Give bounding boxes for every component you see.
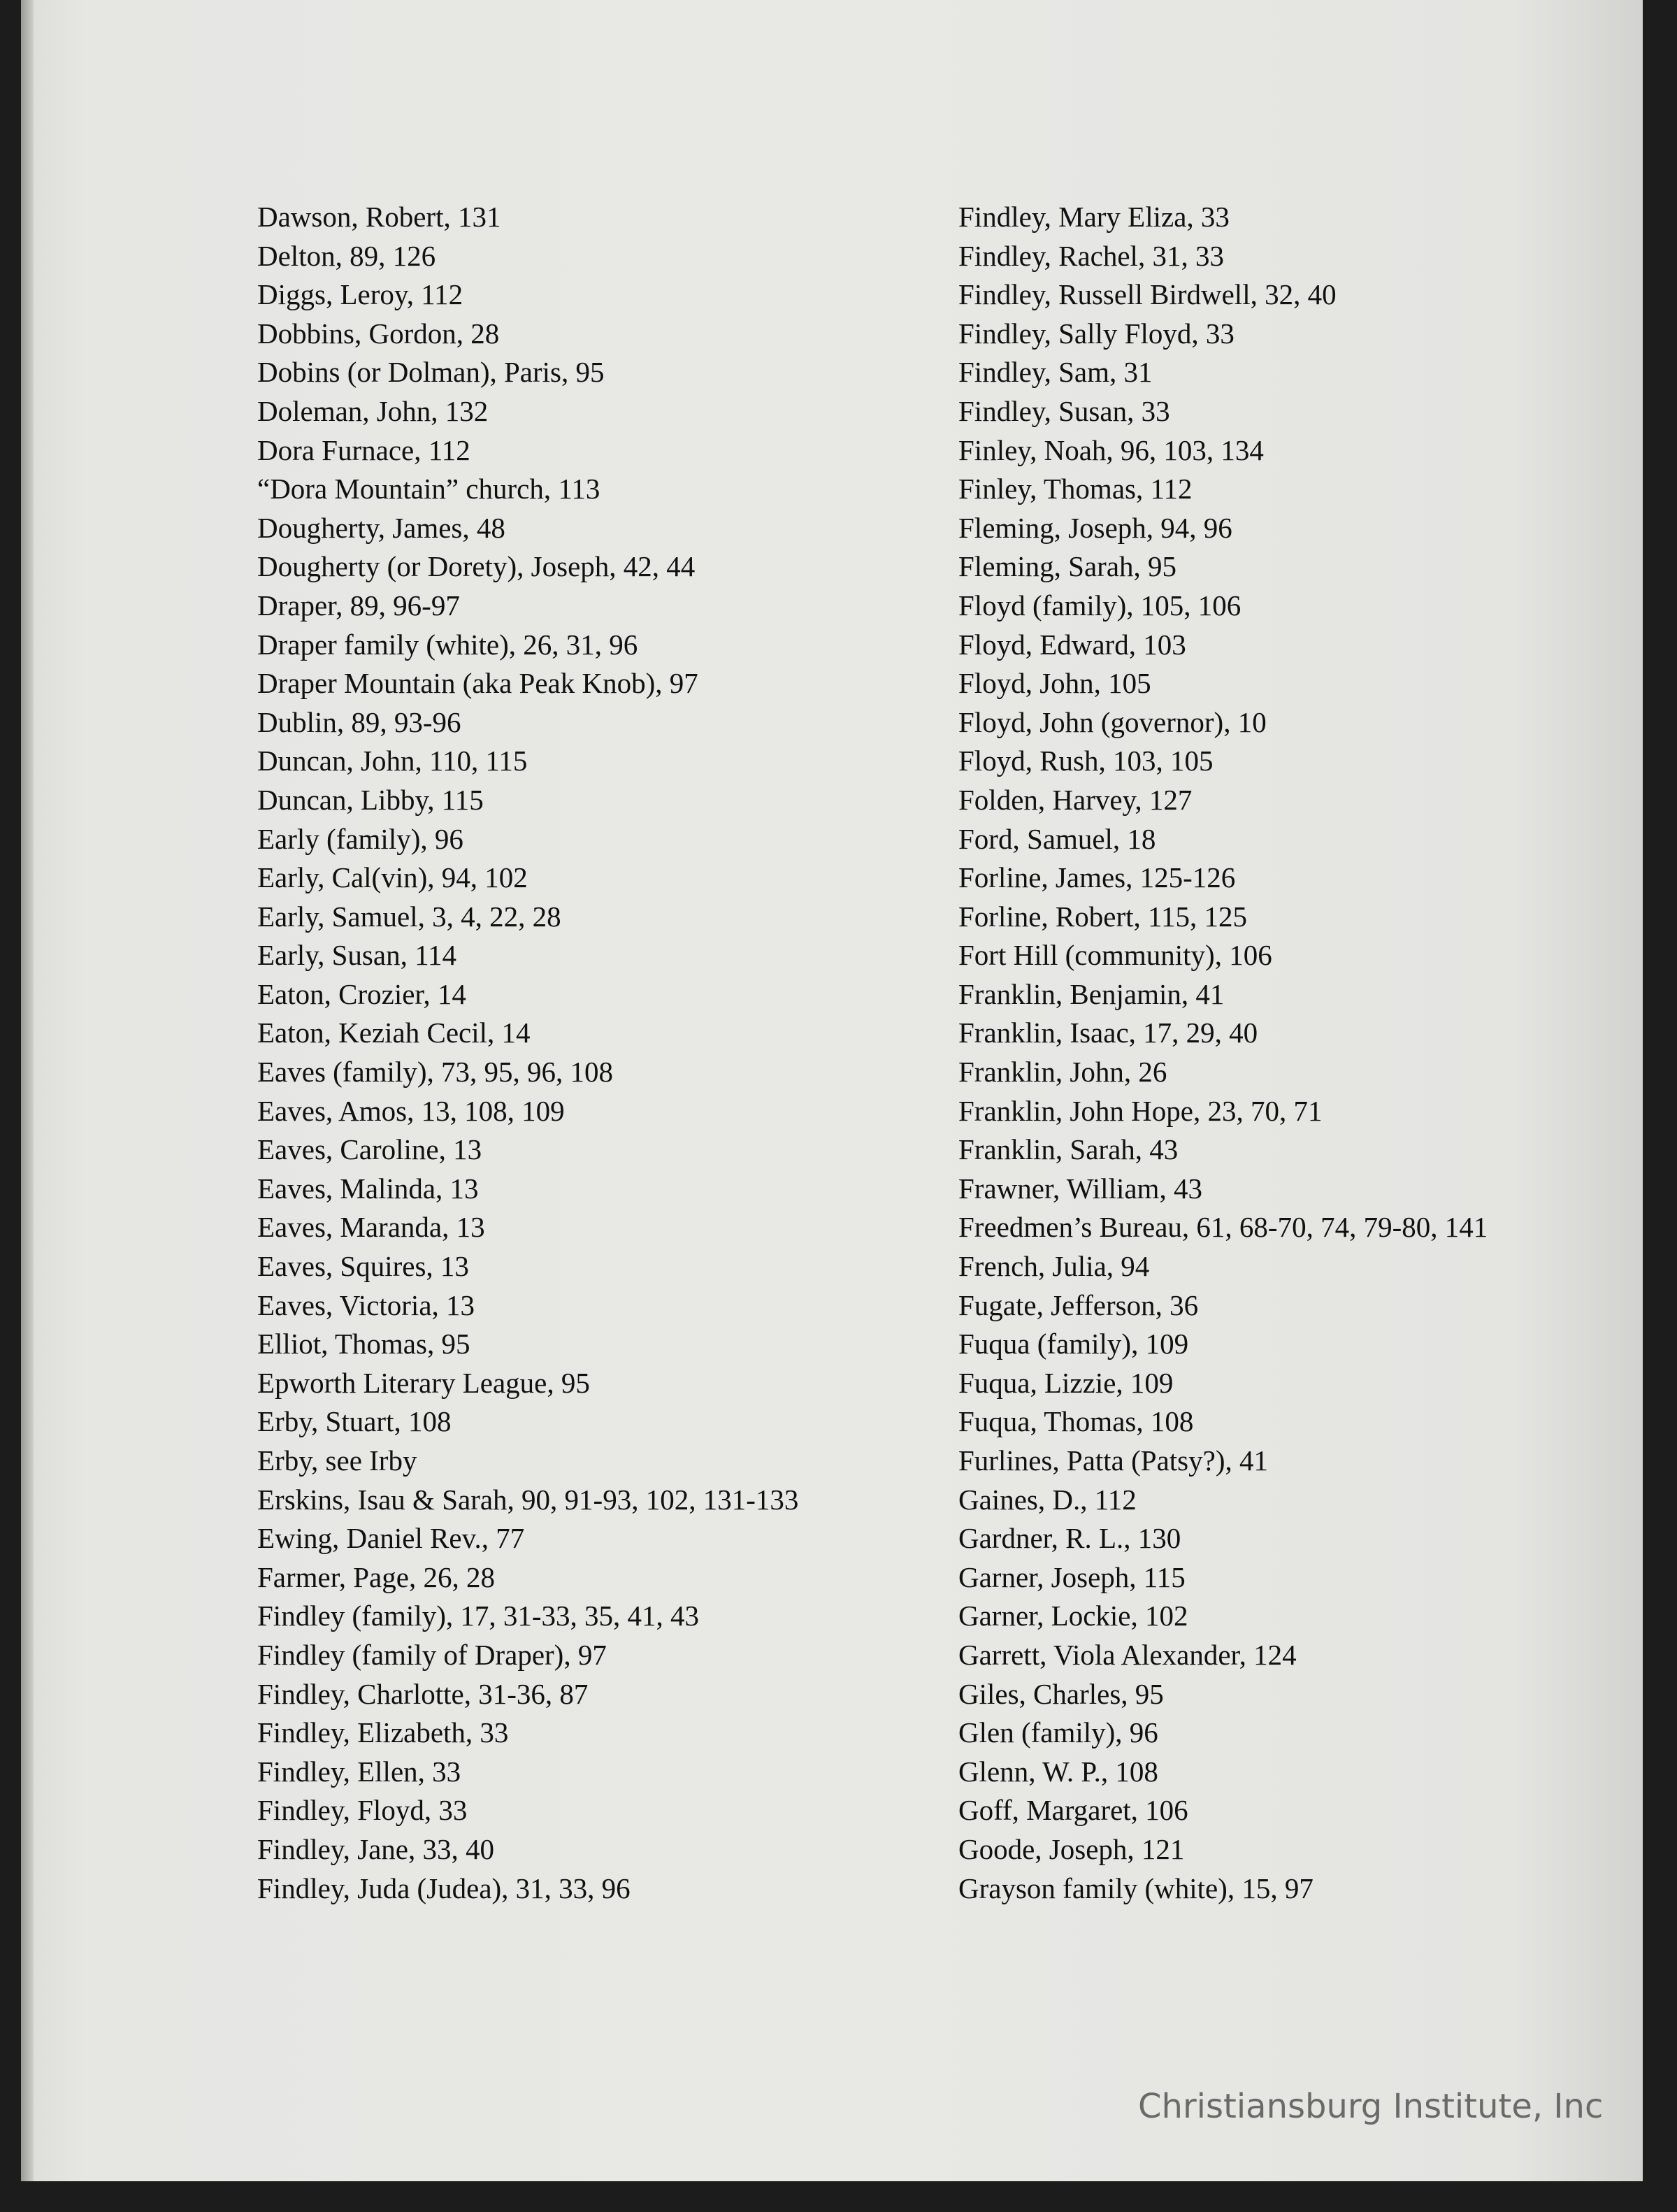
index-entry: Findley, Sam, 31 xyxy=(958,356,1153,389)
index-entry: French, Julia, 94 xyxy=(958,1250,1150,1283)
index-entry: Fort Hill (community), 106 xyxy=(958,939,1272,972)
index-entry: Early (family), 96 xyxy=(257,822,463,855)
index-entry: Delton, 89, 126 xyxy=(257,239,436,272)
index-entry: Glenn, W. P., 108 xyxy=(958,1755,1158,1788)
index-entry: Forline, James, 125-126 xyxy=(958,861,1236,894)
index-entry: Findley, Sally Floyd, 33 xyxy=(958,317,1235,350)
index-entry: Draper Mountain (aka Peak Knob), 97 xyxy=(257,667,698,700)
index-entry: Franklin, John Hope, 23, 70, 71 xyxy=(958,1094,1323,1127)
index-entry: Floyd, John, 105 xyxy=(958,667,1151,700)
index-entry: Findley, Juda (Judea), 31, 33, 96 xyxy=(257,1872,631,1904)
index-entry: Erby, Stuart, 108 xyxy=(257,1405,452,1438)
index-entry: Gardner, R. L., 130 xyxy=(958,1522,1181,1555)
index-entry: Glen (family), 96 xyxy=(958,1716,1158,1749)
index-entry: Fuqua, Lizzie, 109 xyxy=(958,1366,1174,1399)
index-entry: Dougherty, James, 48 xyxy=(257,511,505,544)
index-entry: Findley, Ellen, 33 xyxy=(257,1755,461,1788)
index-entry: Findley, Jane, 33, 40 xyxy=(257,1832,494,1865)
index-entry: Furlines, Patta (Patsy?), 41 xyxy=(958,1444,1268,1477)
index-entry: Franklin, Sarah, 43 xyxy=(958,1133,1179,1166)
index-entry: Ford, Samuel, 18 xyxy=(958,822,1156,855)
index-entry: Draper family (white), 26, 31, 96 xyxy=(257,628,638,661)
index-entry: Fleming, Sarah, 95 xyxy=(958,550,1177,583)
index-entry: Eaves, Amos, 13, 108, 109 xyxy=(257,1094,565,1127)
index-entry: Fuqua (family), 109 xyxy=(958,1328,1189,1360)
index-entry: Floyd (family), 105, 106 xyxy=(958,589,1241,622)
index-entry: Franklin, Isaac, 17, 29, 40 xyxy=(958,1017,1258,1049)
index-entry: Draper, 89, 96-97 xyxy=(257,589,460,622)
index-entry: Giles, Charles, 95 xyxy=(958,1677,1164,1710)
page-binding-edge xyxy=(21,0,34,2181)
index-entry: Farmer, Page, 26, 28 xyxy=(257,1560,495,1593)
index-column-right xyxy=(958,198,1629,1908)
index-entry: Fuqua, Thomas, 108 xyxy=(958,1405,1194,1438)
index-entry: Doleman, John, 132 xyxy=(257,394,489,427)
index-entry: Fleming, Joseph, 94, 96 xyxy=(958,511,1232,544)
index-entry: Folden, Harvey, 127 xyxy=(958,783,1193,816)
index-entry: Eaves, Maranda, 13 xyxy=(257,1211,485,1244)
index-entry: Goff, Margaret, 106 xyxy=(958,1794,1188,1827)
index-entry: Findley, Rachel, 31, 33 xyxy=(958,239,1224,272)
index-entry: Eaves, Malinda, 13 xyxy=(257,1172,479,1205)
index-entry: Garrett, Viola Alexander, 124 xyxy=(958,1638,1297,1671)
index-entry: Franklin, Benjamin, 41 xyxy=(958,977,1225,1010)
index-entry: Findley, Susan, 33 xyxy=(958,394,1170,427)
index-entry: Fugate, Jefferson, 36 xyxy=(958,1288,1199,1321)
index-entry: Early, Samuel, 3, 4, 22, 28 xyxy=(257,900,561,933)
index-entry: Franklin, John, 26 xyxy=(958,1056,1167,1089)
index-entry: Findley, Russell Birdwell, 32, 40 xyxy=(958,278,1337,311)
index-entry: Garner, Lockie, 102 xyxy=(958,1600,1188,1632)
index-entry: Forline, Robert, 115, 125 xyxy=(958,900,1248,933)
index-entry: Goode, Joseph, 121 xyxy=(958,1832,1185,1865)
index-page xyxy=(21,0,1643,2181)
index-entry: Epworth Literary League, 95 xyxy=(257,1366,590,1399)
index-entry: Gaines, D., 112 xyxy=(958,1483,1137,1516)
index-entry: Diggs, Leroy, 112 xyxy=(257,278,463,311)
index-entry: Eaves, Squires, 13 xyxy=(257,1250,469,1283)
index-entry: Ewing, Daniel Rev., 77 xyxy=(257,1522,525,1555)
index-entry: Eaves, Victoria, 13 xyxy=(257,1288,475,1321)
index-entry: Elliot, Thomas, 95 xyxy=(257,1328,470,1360)
index-entry: Floyd, Edward, 103 xyxy=(958,628,1186,661)
index-column-left xyxy=(257,198,956,1908)
index-entry: Dobins (or Dolman), Paris, 95 xyxy=(257,356,605,389)
index-entry: Dawson, Robert, 131 xyxy=(257,201,501,233)
index-entry: Duncan, Libby, 115 xyxy=(257,783,484,816)
index-entry: Early, Cal(vin), 94, 102 xyxy=(257,861,528,894)
index-entry: Eaton, Crozier, 14 xyxy=(257,977,466,1010)
index-entry: Freedmen’s Bureau, 61, 68-70, 74, 79-80, 141 xyxy=(958,1211,1488,1244)
index-entry: Duncan, John, 110, 115 xyxy=(257,745,528,777)
index-entry: Frawner, William, 43 xyxy=(958,1172,1202,1205)
index-entry: Eaton, Keziah Cecil, 14 xyxy=(257,1017,531,1049)
index-entry: Dougherty (or Dorety), Joseph, 42, 44 xyxy=(257,550,696,583)
index-entry: Floyd, John (governor), 10 xyxy=(958,705,1267,738)
index-entry: Grayson family (white), 15, 97 xyxy=(958,1872,1313,1904)
index-entry: Erby, see Irby xyxy=(257,1444,417,1477)
index-entry: Findley (family), 17, 31-33, 35, 41, 43 xyxy=(257,1600,700,1632)
index-entry: Finley, Thomas, 112 xyxy=(958,473,1193,505)
index-entry: Eaves, Caroline, 13 xyxy=(257,1133,482,1166)
index-entry: Findley, Mary Eliza, 33 xyxy=(958,201,1230,233)
index-entry: Eaves (family), 73, 95, 96, 108 xyxy=(257,1056,613,1089)
watermark-text: Christiansburg Institute, Inc xyxy=(1138,2087,1604,2126)
index-entry: Dora Furnace, 112 xyxy=(257,433,470,466)
index-entry: Erskins, Isau & Sarah, 90, 91-93, 102, 131-133 xyxy=(257,1483,799,1516)
index-entry: Dublin, 89, 93-96 xyxy=(257,705,461,738)
index-entry: Finley, Noah, 96, 103, 134 xyxy=(958,433,1264,466)
index-entry: Findley, Elizabeth, 33 xyxy=(257,1716,509,1749)
index-entry: Early, Susan, 114 xyxy=(257,939,457,972)
index-entry: Garner, Joseph, 115 xyxy=(958,1560,1186,1593)
index-entry: Findley, Floyd, 33 xyxy=(257,1794,468,1827)
index-entry: Floyd, Rush, 103, 105 xyxy=(958,745,1214,777)
index-entry: Dobbins, Gordon, 28 xyxy=(257,317,500,350)
index-entry: “Dora Mountain” church, 113 xyxy=(257,473,600,505)
index-entry: Findley (family of Draper), 97 xyxy=(257,1638,607,1671)
index-entry: Findley, Charlotte, 31-36, 87 xyxy=(257,1677,589,1710)
